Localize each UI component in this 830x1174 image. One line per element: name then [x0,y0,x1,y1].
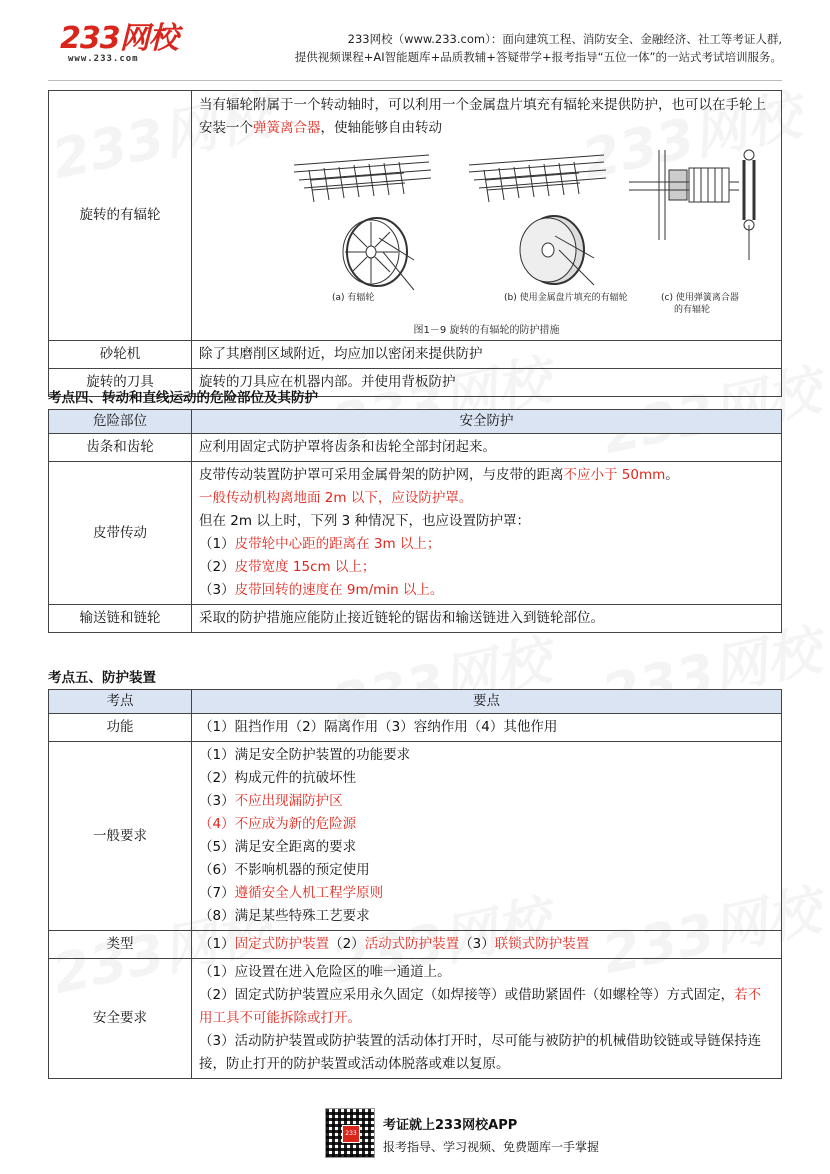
item-number: （3） [459,936,495,952]
highlight-text: 不应出现漏防护区 [234,793,343,809]
page-footer [325,1108,665,1168]
text-line: （1）应设置在进入危险区的唯一通道上。 [199,964,451,980]
text-line: 但在 2m 以上时，下列 3 种情况下，也应设置防护罩： [199,513,530,529]
disc-filled-wheel-b [520,216,594,285]
rotating-parts-table [48,90,782,397]
list-item: （4）不应成为新的危险源 [199,816,357,832]
spring-clutch-c [629,150,754,260]
figure-title: 图1－9 旋转的有辐轮的防护措施 [413,325,560,336]
list-item: （6）不影响机器的预定使用 [199,862,370,878]
item-number: （7） [199,885,235,901]
table-row [49,605,782,633]
header-divider [48,80,782,81]
item-number: （3） [199,793,235,809]
qr-logo-text: 233 [345,1130,357,1137]
brand-logo[interactable] [60,21,178,64]
column-header: 要点 [192,690,782,714]
highlight-text: 不应小于 50mm [563,467,666,483]
column-header: 考点 [49,690,192,714]
item-number: （2） [199,559,235,575]
item-number: （2） [329,936,365,952]
row-label: 齿条和齿轮 [49,434,192,462]
highlight-line: 一般传动机构离地面 2m 以下，应设防护罩。 [199,490,473,506]
row-content [192,91,782,341]
table-row [49,959,782,1079]
item-number: （3） [199,582,235,598]
text-span: 皮带传动装置防护罩可采用金属骨架的防护网，与皮带的距离 [199,467,564,483]
table-row [49,931,782,959]
text-line [199,579,774,602]
table-row [49,742,782,931]
table-header-row [49,410,782,434]
row-desc [199,94,774,140]
row-label: 输送链和链轮 [49,605,192,633]
motion-hazard-table [48,409,782,633]
row-label: 砂轮机 [49,341,192,369]
frame-a [294,155,431,202]
row-label: 安全要求 [49,959,192,1079]
desc-text: ，使轴能够自由转动 [320,120,442,136]
caption-c1: (c) 使用弹簧离合器 [661,293,739,303]
logo-text: 233网校 [60,21,178,56]
header-line-2: 提供视频课程+AI智能题库+品质教辅+答疑带学+报考指导“五位一体”的一站式考试培训服务。 [294,50,782,64]
text-line [199,533,774,556]
table-row [49,434,782,462]
list-item: （1）满足安全防护装置的功能要求 [199,747,411,763]
section-title: 考点四、转动和直线运动的危险部位及其防护 [48,390,318,406]
logo-url: www.233.com [68,54,139,64]
page-header [0,0,830,80]
row-desc: 应利用固定式防护罩将齿条和齿轮全部封闭起来。 [192,434,782,462]
list-item [199,882,774,905]
desc-text: 当有辐轮附属于一个转动轴时，可以利用一个金属盘片填充有辐轮来提供防护，也可以在手轮上安装一个 [199,97,766,136]
header-intro [295,30,782,66]
table-row [49,341,782,369]
list-item: （8）满足某些特殊工艺要求 [199,908,370,924]
row-content [192,462,782,605]
text-line: （3）活动防护装置或防护装置的活动体打开时，尽可能与被防护的机械借助铰链或导链保持连接，防止打开的防护装置或活动体脱落或难以复原。 [199,1033,762,1072]
row-label: 旋转的刀具 [49,369,192,397]
row-content [192,931,782,959]
highlight-text: 联锁式防护装置 [494,936,590,952]
row-content [192,742,782,931]
text-span: （2）固定式防护装置应采用永久固定（如焊接等）或借助紧固件（如螺栓等）方式固定， [199,987,735,1003]
row-desc: 采取的防护措施应能防止接近链轮的锯齿和输送链进入到链轮部位。 [192,605,782,633]
highlight-text: 皮带回转的速度在 9m/min 以上。 [234,582,444,598]
row-label: 类型 [49,931,192,959]
table-row [49,91,782,341]
qr-code[interactable] [325,1108,375,1158]
row-label: 皮带传动 [49,462,192,605]
table-row [49,462,782,605]
list-item [199,790,774,813]
table-row [49,714,782,742]
section-title: 考点五、防护装置 [48,670,156,686]
header-line-1: 233网校（www.233.com）：面向建筑工程、消防安全、金融经济、社工等考证人群, [347,32,782,46]
guard-device-table [48,689,782,1079]
spoked-wheel-a [343,218,414,290]
text-line [199,464,774,487]
figure-1-9 [199,140,774,336]
row-desc: 除了其磨削区域附近，均应加以密闭来提供防护 [192,341,782,369]
highlight-text: 皮带轮中心距的距离在 3m 以上； [234,536,441,552]
text-line [199,984,774,1030]
spoked-wheel-illustration [199,140,779,320]
column-header: 危险部位 [49,410,192,434]
item-number: （1） [199,536,235,552]
caption-b: (b) 使用金属盘片填充的有辐轮 [504,293,628,303]
row-desc: 旋转的刀具应在机器内部。并使用背板防护 [192,369,782,397]
row-label: 功能 [49,714,192,742]
row-label: 一般要求 [49,742,192,931]
list-item: （5）满足安全距离的要求 [199,839,357,855]
column-header: 安全防护 [192,410,782,434]
highlight-text: 固定式防护装置 [234,936,330,952]
qr-logo [342,1125,360,1143]
highlight-text: 皮带宽度 15cm 以上； [234,559,376,575]
frame-b [469,155,606,202]
row-label: 旋转的有辐轮 [49,91,192,341]
table-header-row [49,690,782,714]
row-content [192,959,782,1079]
caption-c2: 的有辐轮 [674,305,711,315]
highlight-text: 遵循安全人机工程学原则 [234,885,384,901]
highlight-text: 活动式防护装置 [364,936,460,952]
footer-app-title: 考证就上233网校APP [383,1118,518,1133]
footer-app-desc: 报考指导、学习视频、免费题库一手掌握 [383,1140,600,1154]
text-span: 。 [665,467,679,483]
list-item: （2）构成元件的抗破坏性 [199,770,357,786]
highlight-text: 若不用工具不可能拆除或打开。 [199,987,762,1026]
highlight-text: 弹簧离合器 [253,120,321,136]
text-line [199,556,774,579]
caption-a: (a) 有辐轮 [332,293,375,303]
item-number: （1） [199,936,235,952]
row-desc: （1）阻挡作用（2）隔离作用（3）容纳作用（4）其他作用 [192,714,782,742]
